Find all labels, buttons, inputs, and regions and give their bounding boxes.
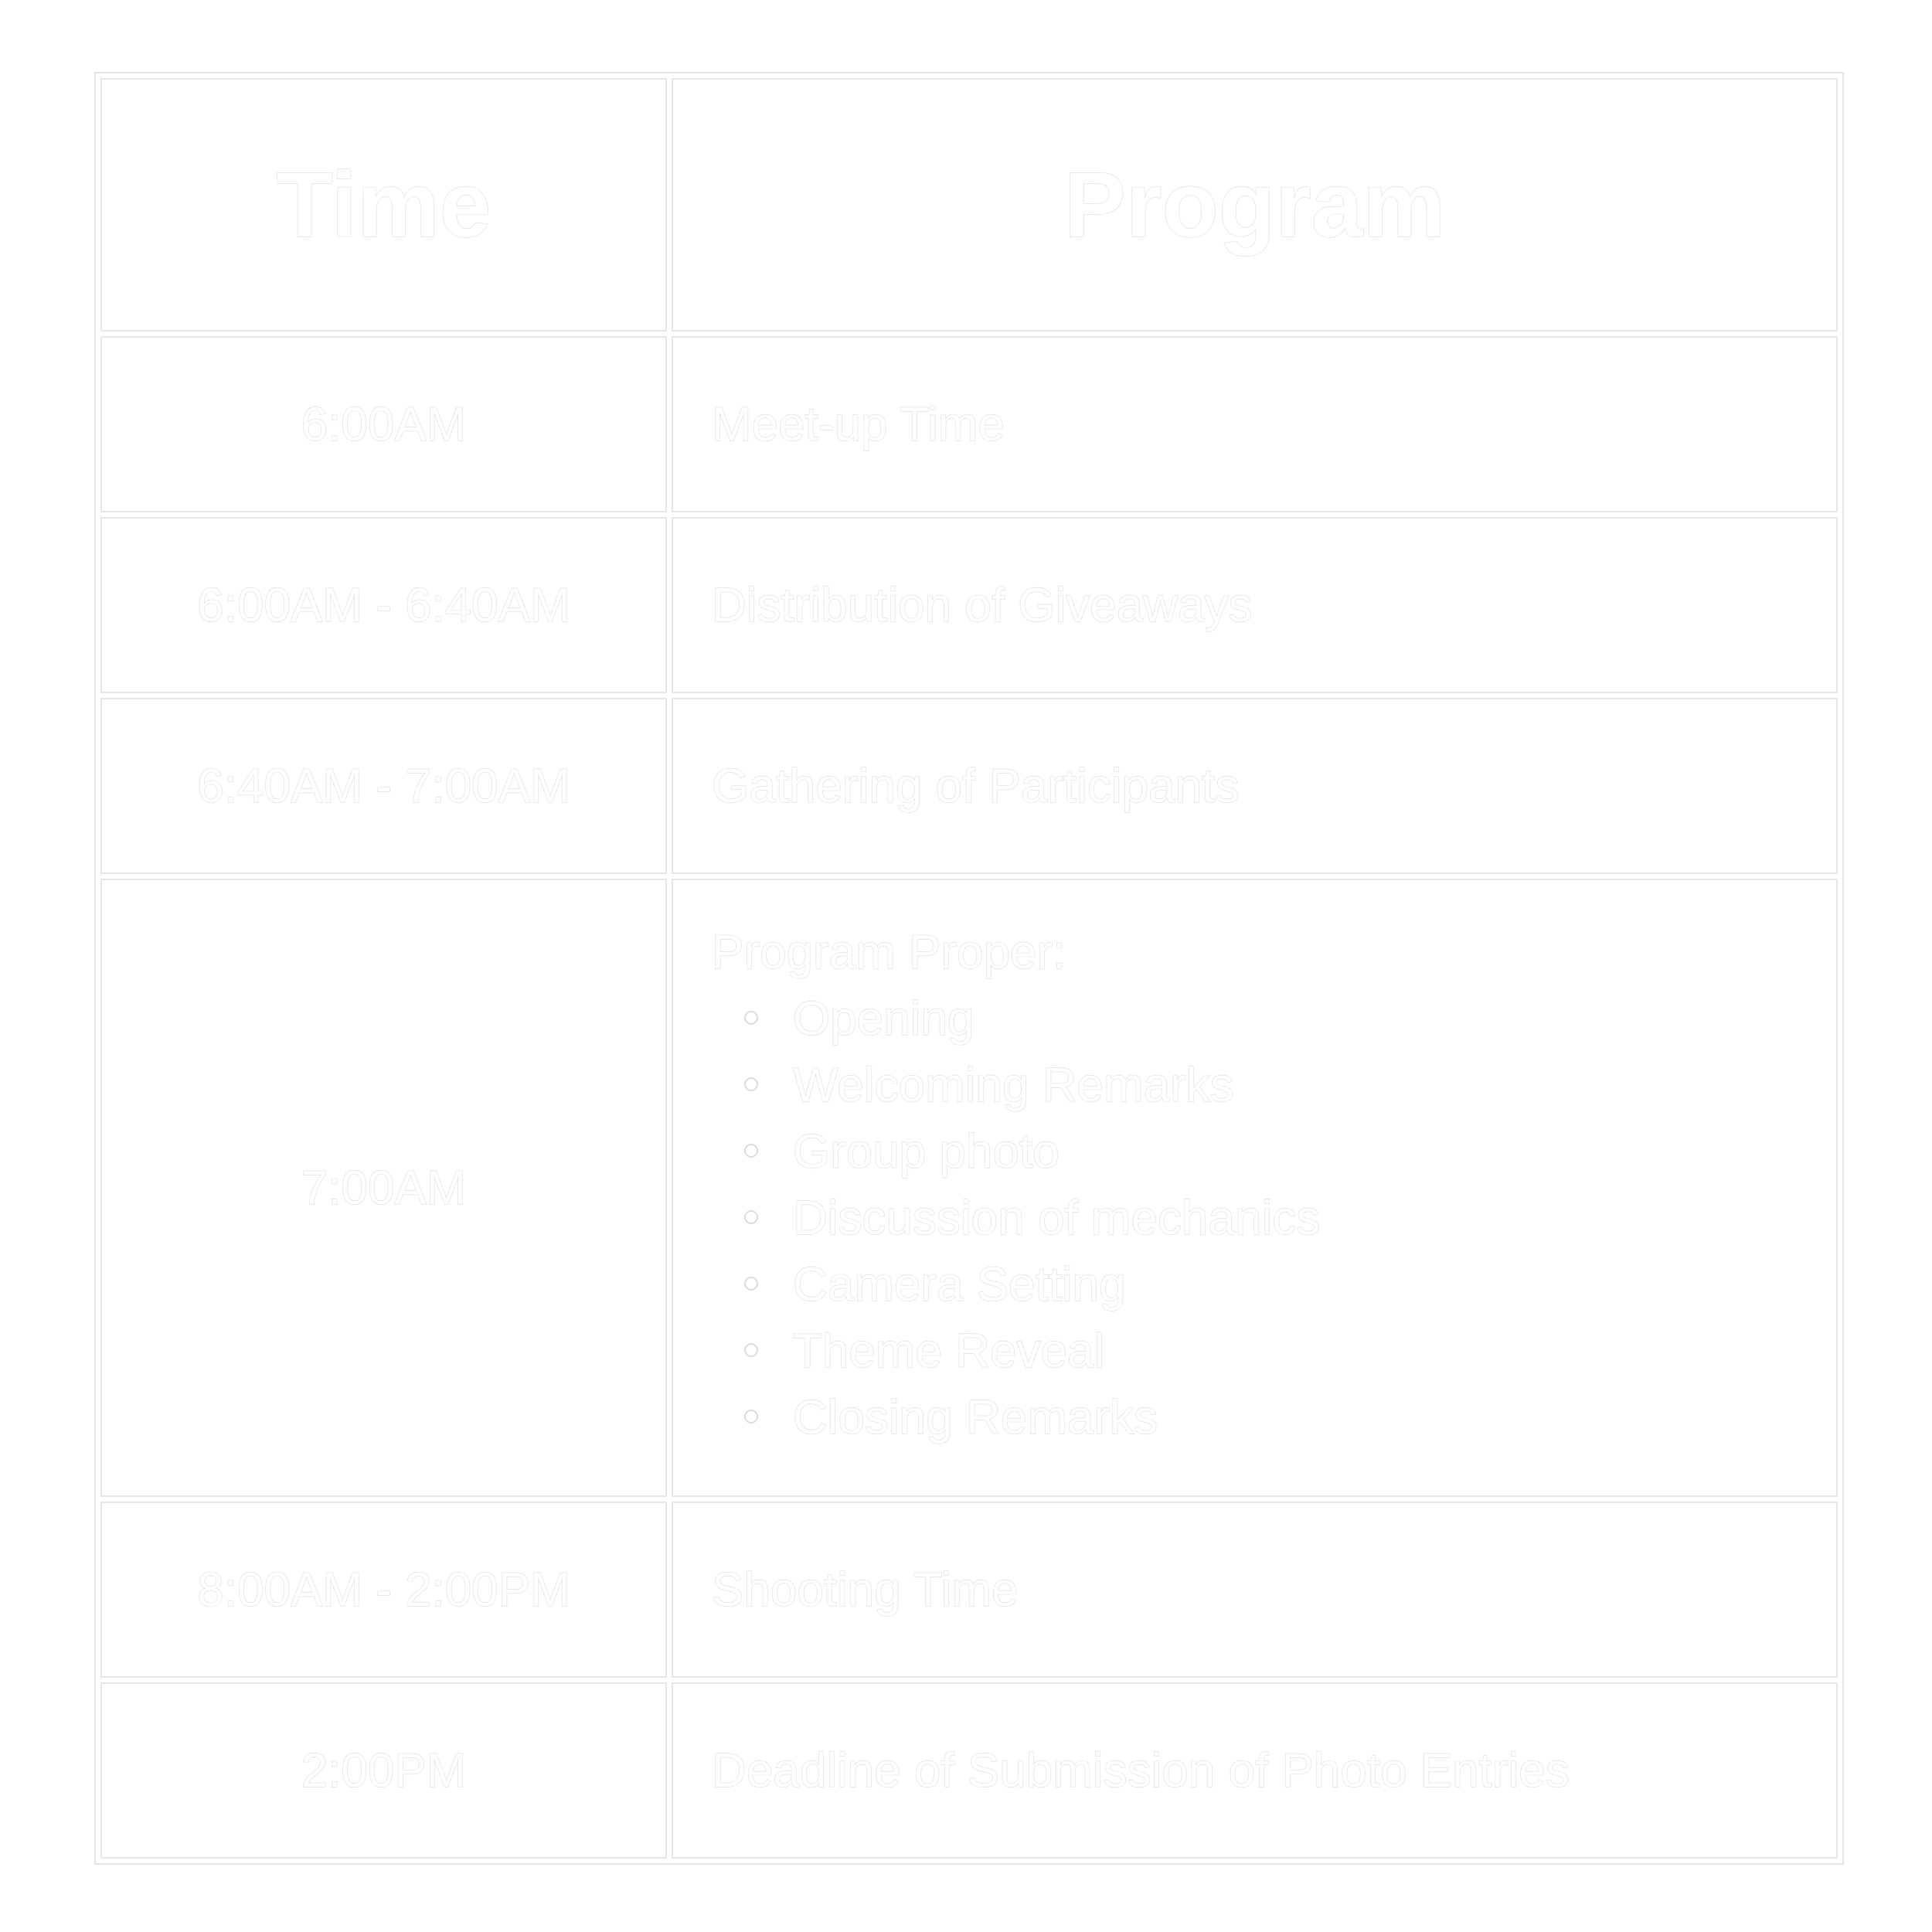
program-cell: Gathering of Participants [672,698,1838,874]
program-cell: Deadline of Submission of Photo Entries [672,1682,1838,1859]
table-row [100,1502,1838,1678]
program-cell: Meet-up Time [672,336,1838,512]
list-item [712,1119,1813,1185]
list-item-label: Closing Remarks [793,1390,1158,1444]
program-column-header: Program [672,78,1838,332]
time-cell: 2:00PM [100,1682,667,1859]
bullet-circle-icon [744,1210,758,1224]
header-row [100,78,1838,332]
time-cell: 6:40AM - 7:00AM [100,698,667,874]
bullet-circle-icon [744,1343,758,1357]
list-item [712,1185,1813,1252]
bullet-circle-icon [744,1277,758,1291]
list-item-label: Opening [793,992,975,1046]
time-column-header: Time [100,78,667,332]
list-item-label: Welcoming Remarks [793,1058,1234,1112]
bullet-circle-icon [744,1077,758,1091]
bullet-circle-icon [744,1410,758,1423]
bullet-circle-icon [744,1011,758,1025]
program-cell: Distribution of Giveaways [672,517,1838,693]
table-row [100,698,1838,874]
table-row [100,879,1838,1497]
list-item-label: Theme Reveal [793,1324,1105,1378]
list-item-label: Discussion of mechanics [793,1191,1321,1245]
list-item [712,1318,1813,1385]
list-item-label: Camera Setting [793,1257,1126,1311]
list-item [712,1385,1813,1451]
list-item [712,1252,1813,1318]
time-cell: 7:00AM [100,879,667,1497]
program-cell: Shooting Time [672,1502,1838,1678]
table-row [100,1682,1838,1859]
schedule-table [94,72,1844,1865]
program-proper-list [712,986,1813,1451]
bullet-circle-icon [744,1144,758,1158]
table-row [100,517,1838,693]
program-proper-title: Program Proper: [712,925,1066,979]
list-item [712,1053,1813,1119]
list-item [712,986,1813,1053]
list-item-label: Group photo [793,1124,1060,1179]
time-cell: 6:00AM - 6:40AM [100,517,667,693]
program-cell [672,879,1838,1497]
time-cell: 8:00AM - 2:00PM [100,1502,667,1678]
time-cell: 6:00AM [100,336,667,512]
table-row [100,336,1838,512]
